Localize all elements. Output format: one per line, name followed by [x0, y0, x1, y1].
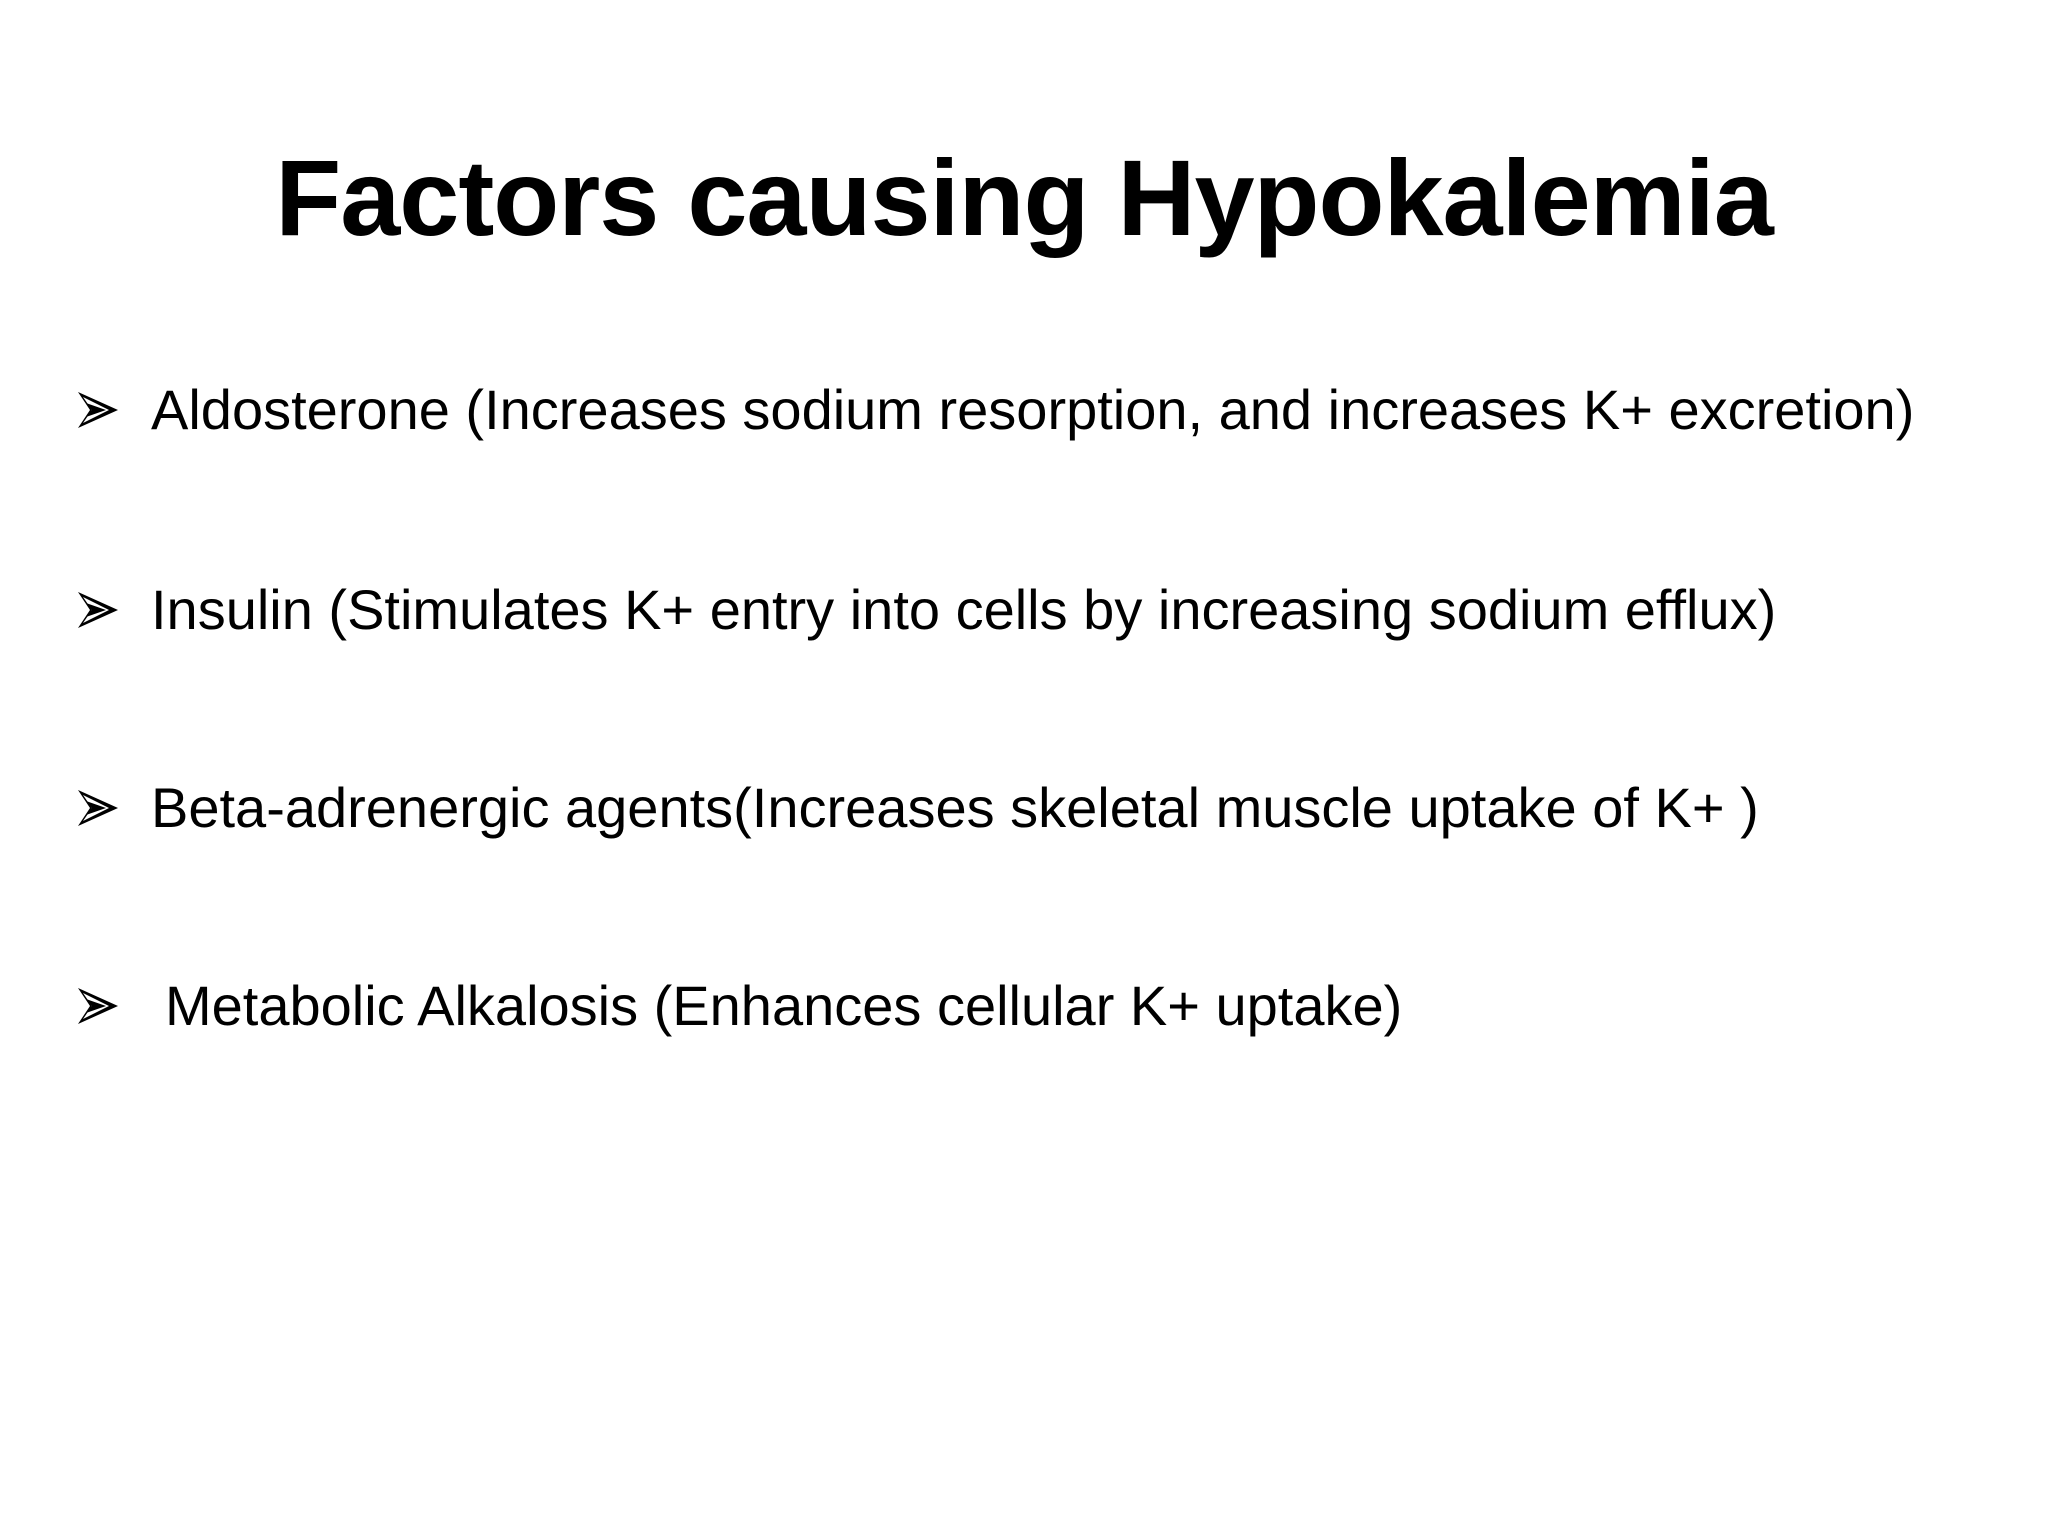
list-item	[76, 370, 1996, 450]
bullet-list	[76, 370, 1996, 1046]
slide-title: Factors causing Hypokalemia	[275, 137, 1773, 258]
list-item	[76, 570, 1996, 650]
bullet-text: Insulin (Stimulates K+ entry into cells by increasing sodium efflux)	[151, 578, 1777, 641]
bullet-text: Aldosterone (Increases sodium resorption, and increases K+ excretion)	[151, 378, 1915, 441]
bullet-text: Beta-adrenergic agents(Increases skeletal muscle uptake of K+ )	[151, 776, 1759, 839]
list-item	[76, 768, 1996, 848]
arrow-bullet-icon	[76, 986, 120, 1026]
arrow-bullet-icon	[76, 390, 120, 430]
list-item	[76, 966, 1996, 1046]
arrow-bullet-icon	[76, 590, 120, 630]
arrow-bullet-icon	[76, 788, 120, 828]
bullet-text: Metabolic Alkalosis (Enhances cellular K+ uptake)	[165, 974, 1403, 1037]
